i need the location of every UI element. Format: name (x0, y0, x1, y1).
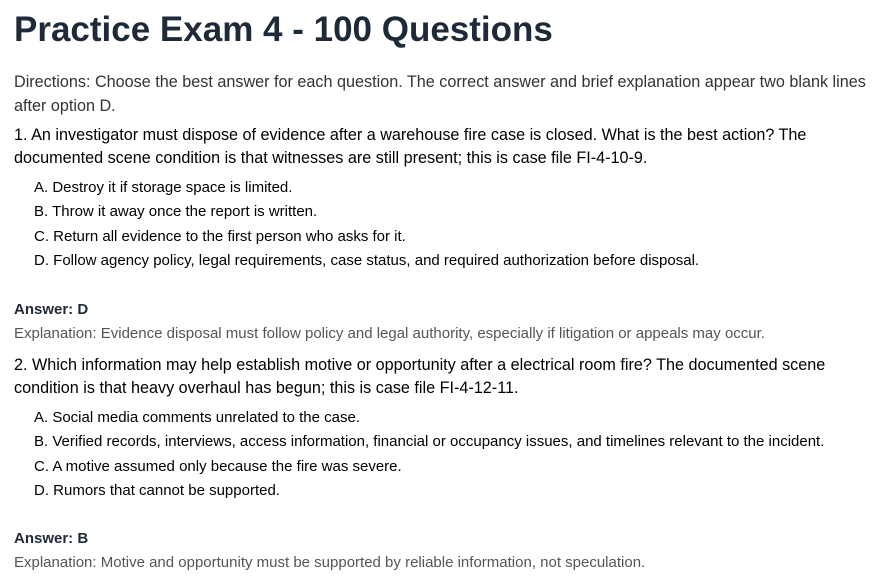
option-b: B. Verified records, interviews, access information, financial or occupancy issues, and timelines relevant to the incident. (34, 433, 825, 451)
explanation-2: Explanation: Motive and opportunity must be supported by reliable information, not speculation. (14, 554, 646, 571)
question-text: 1. An investigator must dispose of evidence after a warehouse fire case is closed. What is the best action? The documented scene condition is that witnesses are still present; this is case file FI-4-10-9. (14, 126, 807, 167)
option-a: A. Destroy it if storage space is limited. (34, 179, 293, 196)
question-2 (14, 354, 880, 503)
option-list (14, 406, 880, 503)
option-d: D. Follow agency policy, legal requirements, case status, and required authorization before disposal. (34, 251, 700, 269)
option-d: D. Rumors that cannot be supported. (34, 481, 280, 499)
answer-1: Answer: D (14, 301, 89, 318)
question-1 (14, 124, 880, 273)
explanation-1: Explanation: Evidence disposal must follow policy and legal authority, especially if litigation or appeals may occur. (14, 325, 765, 342)
option-list (14, 176, 880, 273)
option-c: C. Return all evidence to the first person who asks for it. (34, 227, 406, 245)
option-a: A. Social media comments unrelated to the case. (34, 409, 361, 426)
option-b: B. Throw it away once the report is written. (34, 203, 318, 221)
directions-text: Directions: Choose the best answer for each question. The correct answer and brief explanation appear two blank lines after option D. (14, 73, 866, 115)
question-text: 2. Which information may help establish motive or opportunity after a electrical room fire? The documented scene condition is that heavy overhaul has begun; this is case file FI-4-12-11. (14, 356, 826, 397)
page-title: Practice Exam 4 - 100 Questions (14, 10, 553, 49)
option-c: C. A motive assumed only because the fire was severe. (34, 457, 402, 475)
answer-2: Answer: B (14, 530, 89, 547)
